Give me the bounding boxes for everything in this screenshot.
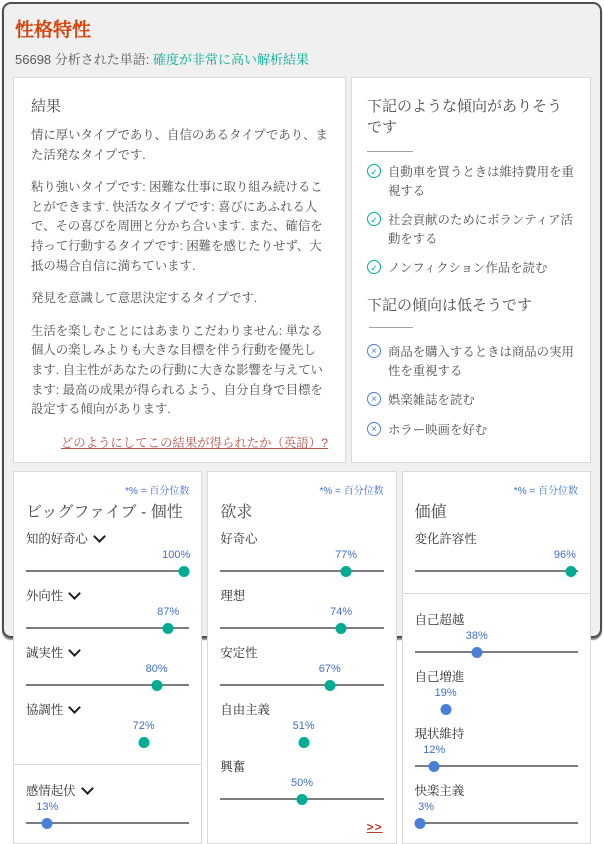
slider-dot [138, 737, 149, 748]
trait-row [26, 643, 189, 693]
trait-row [26, 781, 189, 831]
trait-row [220, 529, 383, 579]
more-link[interactable]: >> [366, 819, 383, 834]
tendency-text: 自動車を買うときは維持費用を重視する [388, 165, 574, 198]
tendency-item [367, 391, 575, 410]
percent-label: 77% [335, 548, 358, 561]
tendency-text: ホラー映画を好む [388, 422, 488, 437]
trait-label [220, 586, 383, 604]
panel-title: 欲求 [220, 503, 253, 521]
slider-track [26, 570, 189, 572]
unlikely-tendencies-heading: 下記の傾向は低そうです [367, 294, 575, 332]
summary-paragraph: 生活を楽しむことにはあまりこだわりません: 単なる個人の楽しみよりも大きな目標を伴う行動を優先します. 自主性があなたの行動に大きな影響を与えています: 最高の成果が得られるよう、自分自身で目標を設定する傾向があります. [31, 323, 323, 417]
percent-label: 96% [553, 548, 576, 561]
chevron-down-icon[interactable] [68, 701, 81, 714]
trait-label [415, 529, 578, 547]
trait-slider [26, 662, 189, 693]
percent-label: 3% [418, 800, 435, 813]
trait-name: 安定性 [220, 645, 258, 660]
page-title: 性格特性 [15, 20, 92, 41]
trait-row [415, 529, 578, 579]
app-window [2, 2, 602, 834]
summary-paragraph: 粘り強いタイプです: 困難な仕事に取り組み続けることができます. 快活なタイプです: 喜びにあふれる人で、その喜びを周囲と分かち合います. また、確信を持って行動するタイプです: 困難を感じたりせず、大抵の場合自信に満ちています. [31, 180, 323, 273]
check-circle-icon: ✓ [367, 164, 381, 178]
percent-label: 19% [434, 686, 457, 699]
trait-slider [415, 686, 578, 717]
unlikely-tendencies-list [367, 343, 575, 439]
trait-label [415, 781, 578, 799]
trait-slider [415, 629, 578, 660]
trait-label [415, 667, 578, 685]
trait-slider [415, 743, 578, 774]
percent-label: 50% [290, 776, 313, 789]
slider-track [220, 570, 383, 572]
x-circle-icon: × [367, 392, 381, 406]
slider-dot [566, 566, 577, 577]
tendencies-card [351, 77, 591, 463]
trait-row [220, 700, 383, 750]
likely-tendencies-list [367, 163, 575, 278]
trait-slider [220, 548, 383, 579]
trait-label[interactable] [26, 643, 189, 661]
trait-panel [13, 471, 202, 844]
top-row [13, 77, 591, 463]
slider-dot [179, 566, 190, 577]
slider-track [415, 822, 578, 824]
slider-dot [429, 761, 440, 772]
slider-dot [341, 566, 352, 577]
percent-label: 38% [465, 629, 488, 642]
slider-track [26, 684, 189, 686]
percentile-note: *% = 百分位数 [319, 485, 384, 497]
trait-name: 変化許容性 [414, 531, 477, 546]
percentile-note: *% = 百分位数 [513, 485, 578, 497]
trait-slider [26, 548, 189, 579]
tendency-text: ノンフィクション作品を読む [388, 261, 548, 276]
trait-label[interactable] [26, 700, 189, 718]
percent-label: 72% [132, 719, 155, 732]
trait-label [220, 529, 383, 547]
summary-heading: 結果 [31, 98, 62, 115]
panels-row [13, 471, 591, 844]
trait-label[interactable] [26, 529, 189, 547]
percent-label: 80% [145, 662, 168, 675]
trait-name: 現状維持 [414, 726, 465, 741]
trait-label [415, 724, 578, 742]
panel-title: ビッグファイブ - 個性 [26, 503, 183, 521]
slider-dot [163, 623, 174, 634]
slider-dot [471, 647, 482, 658]
slider-track [415, 570, 578, 572]
tendency-item [367, 259, 575, 278]
x-circle-icon: × [367, 344, 381, 358]
tendency-item [367, 343, 575, 380]
trait-row [26, 529, 189, 579]
trait-row [220, 586, 383, 636]
trait-slider [220, 719, 383, 750]
percent-label: 100% [162, 548, 191, 561]
slider-dot [42, 818, 53, 829]
trait-row [26, 586, 189, 636]
summary-card [13, 77, 346, 463]
percent-label: 13% [36, 800, 59, 813]
trait-name: 自己超越 [414, 612, 465, 627]
trait-slider [415, 548, 578, 579]
heading-rule [369, 327, 413, 328]
trait-label [220, 643, 383, 661]
trait-label[interactable] [26, 586, 189, 604]
summary-paragraphs [31, 126, 328, 420]
check-circle-icon: ✓ [367, 260, 381, 274]
slider-dot [336, 623, 347, 634]
slider-dot [414, 818, 425, 829]
x-circle-icon: × [367, 422, 381, 436]
slider-dot [151, 680, 162, 691]
slider-dot [440, 704, 451, 715]
slider-dot [296, 794, 307, 805]
trait-row [415, 667, 578, 717]
trait-panel [402, 471, 591, 844]
trait-label [220, 757, 383, 775]
trait-slider [26, 800, 189, 831]
panel-divider [403, 593, 590, 594]
summary-paragraph: 情に厚いタイプであり、自信のあるタイプであり、また活発なタイプです. [31, 128, 328, 162]
trait-slider [415, 800, 578, 831]
tendency-text: 娯楽雑誌を読む [388, 393, 475, 408]
trait-slider [220, 605, 383, 636]
chevron-down-icon[interactable] [93, 530, 106, 543]
tendency-item [367, 421, 575, 440]
trait-row [415, 781, 578, 831]
trait-name: 好奇心 [220, 531, 258, 546]
trait-slider [220, 776, 383, 807]
word-count-text: 56698 分析された単語: [15, 52, 150, 67]
trait-name: 自己増進 [414, 669, 465, 684]
trait-slider [220, 662, 383, 693]
panel-divider [14, 764, 201, 765]
how-results-link[interactable]: どのようにしてこの結果が得られたか（英語）? [60, 435, 328, 450]
tendency-text: 商品を購入するときは商品の実用性を重視する [388, 345, 574, 378]
percent-label: 74% [330, 605, 353, 618]
trait-label [415, 610, 578, 628]
trait-row [220, 757, 383, 807]
trait-label[interactable] [26, 781, 189, 799]
tendency-item [367, 211, 575, 248]
trait-slider [26, 719, 189, 750]
trait-row [415, 724, 578, 774]
slider-track [415, 651, 578, 653]
trait-row [220, 643, 383, 693]
heading-rule [367, 151, 413, 152]
trait-name: 快楽主義 [414, 783, 465, 798]
trait-name: 感情起伏 [26, 783, 76, 798]
trait-row [26, 700, 189, 750]
likely-tendencies-heading: 下記のような傾向がありそうです [367, 98, 563, 136]
percent-label: 12% [423, 743, 446, 756]
check-circle-icon: ✓ [367, 212, 381, 226]
analysis-subtitle [15, 49, 591, 68]
chevron-down-icon[interactable] [68, 587, 81, 600]
trait-name: 協調性 [26, 702, 64, 717]
slider-track [220, 684, 383, 686]
percent-label: 51% [292, 719, 315, 732]
slider-dot [298, 737, 309, 748]
slider-track [220, 627, 383, 629]
trait-name: 知的好奇心 [26, 531, 88, 546]
slider-dot [324, 680, 335, 691]
tendency-item [367, 163, 575, 200]
chevron-down-icon[interactable] [81, 782, 94, 795]
trait-name: 理想 [220, 588, 246, 603]
confidence-text: 確度が非常に高い解析結果 [153, 52, 310, 67]
trait-name: 誠実性 [26, 645, 64, 660]
trait-label [220, 700, 383, 718]
trait-row [415, 610, 578, 660]
trait-panel [207, 471, 396, 844]
trait-name: 外向性 [26, 588, 64, 603]
percent-label: 67% [318, 662, 341, 675]
trait-name: 自由主義 [220, 702, 270, 717]
trait-name: 興奮 [220, 759, 246, 774]
percentile-note: *% = 百分位数 [125, 485, 190, 497]
trait-slider [26, 605, 189, 636]
tendency-text: 社会貢献のためにボランティア活動をする [388, 213, 573, 246]
percent-label: 87% [157, 605, 180, 618]
panel-title: 価値 [414, 503, 447, 521]
summary-paragraph: 発見を意識して意思決定するタイプです. [31, 291, 258, 306]
chevron-down-icon[interactable] [68, 644, 81, 657]
